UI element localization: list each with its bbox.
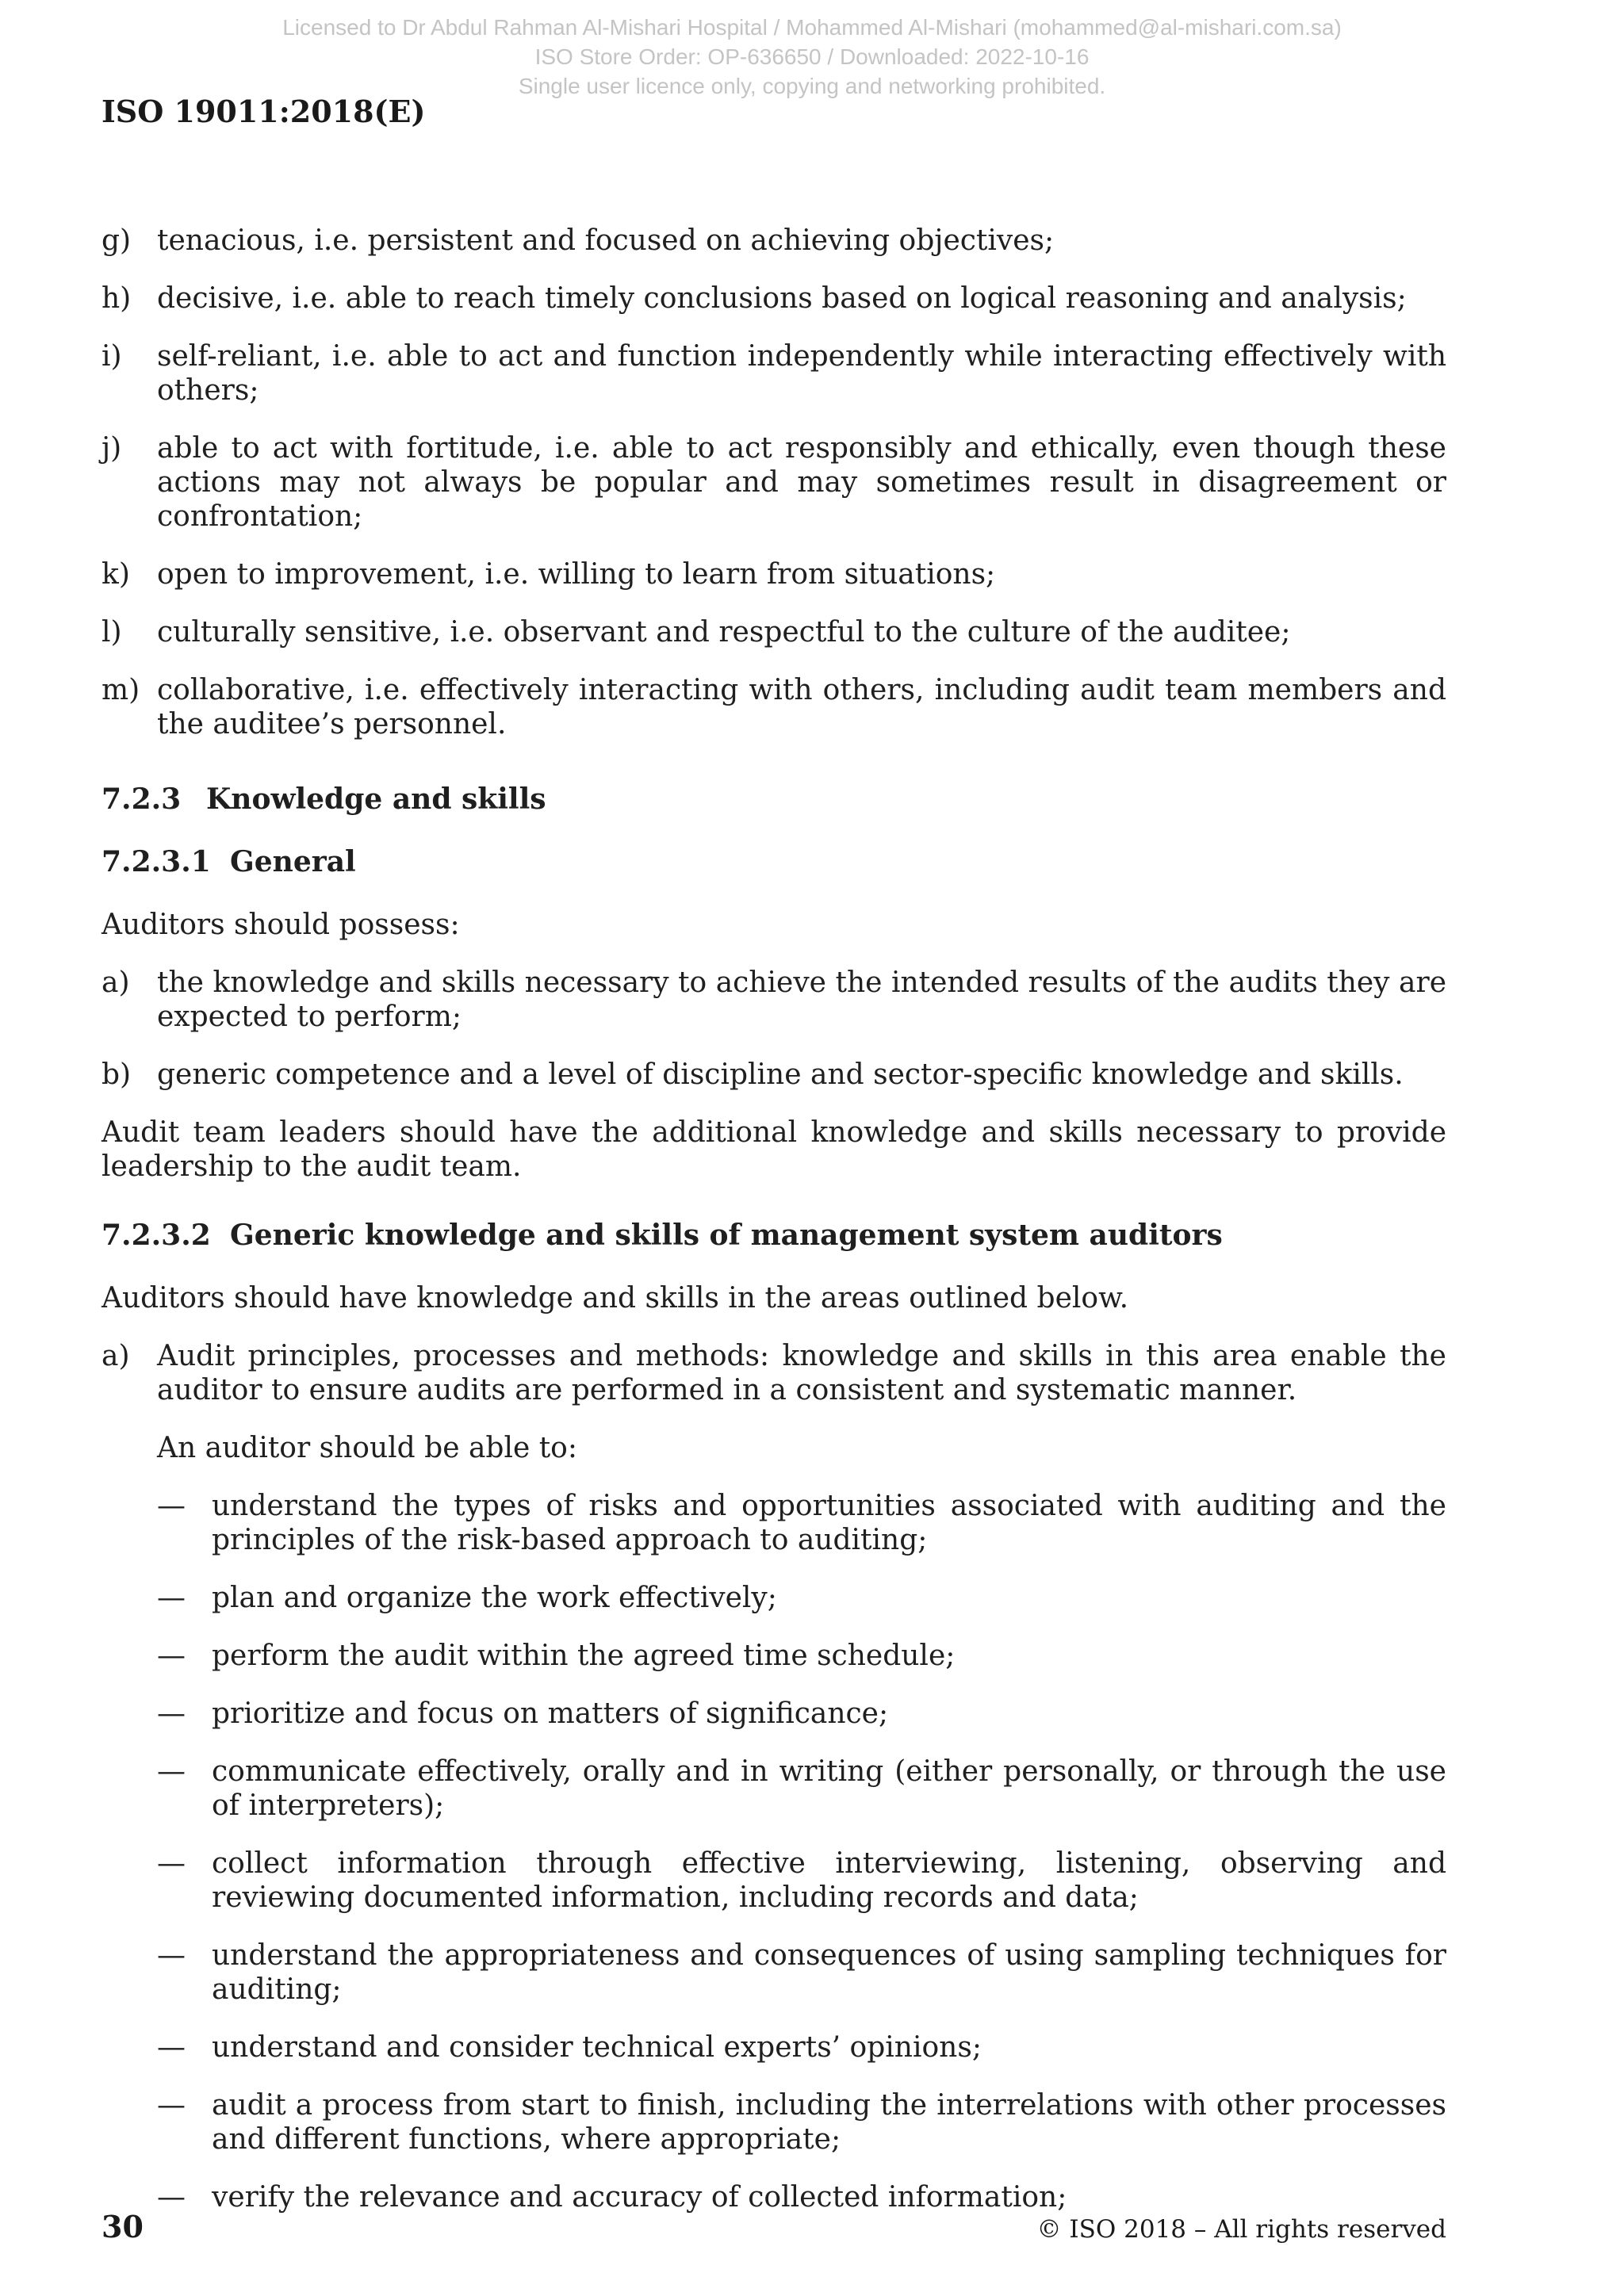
em-dash: — (157, 1697, 186, 1730)
paragraph: Auditors should have knowledge and skills in the areas outlined below. (102, 1282, 1129, 1314)
list-item-label: b) (102, 1058, 132, 1091)
dash-item-text: audit a process from start to finish, including the interrelations with other processes and different functions, where appropriate; (212, 2089, 1446, 2156)
em-dash: — (157, 2031, 186, 2064)
section-title: Generic knowledge and skills of management system auditors (230, 1219, 1223, 1252)
em-dash: — (157, 2089, 186, 2122)
list-item-text: Audit principles, processes and methods: knowledge and skills in this area enable the auditor to ensure audits are performed in a consistent and systematic manner. (157, 1340, 1446, 1406)
page-content (102, 224, 1446, 2238)
watermark-line-3: Single user licence only, copying and networking prohibited. (518, 74, 1106, 98)
watermark-line-2: ISO Store Order: OP-636650 / Downloaded: 2022-10-16 (534, 44, 1090, 69)
license-watermark (0, 13, 1624, 101)
dash-item (102, 2088, 1446, 2156)
list-item-label: j) (102, 432, 122, 465)
em-dash: — (157, 1755, 186, 1788)
list-item-label: g) (102, 224, 132, 257)
section-number: 7.2.3 (102, 783, 182, 816)
dash-item (102, 1581, 1446, 1615)
list-item-text: culturally sensitive, i.e. observant and respectful to the culture of the auditee; (157, 616, 1291, 649)
list-item-label: a) (102, 1340, 130, 1372)
dash-item-text: understand and consider technical experts’ opinions; (212, 2031, 982, 2064)
list-item (102, 281, 1446, 316)
list-item-label: i) (102, 340, 122, 373)
dash-item-text: communicate effectively, orally and in writing (either personally, or through the use of interpreters); (212, 1755, 1446, 1822)
paragraph: An auditor should be able to: (157, 1432, 577, 1464)
dash-item (102, 1639, 1446, 1673)
list-item-label: h) (102, 282, 132, 315)
list-item-text: the knowledge and skills necessary to achieve the intended results of the audits they are expected to perform; (157, 966, 1446, 1033)
list-item-text: tenacious, i.e. persistent and focused on achieving objectives; (157, 224, 1055, 257)
list-item (102, 1339, 1446, 1407)
em-dash: — (157, 1582, 186, 1614)
dash-item (102, 1755, 1446, 1823)
dash-item-text: prioritize and focus on matters of significance; (212, 1697, 889, 1730)
list-item-label: a) (102, 966, 130, 999)
list-item-text: collaborative, i.e. effectively interacting with others, including audit team members and the auditee’s personnel. (157, 674, 1446, 740)
list-item (102, 339, 1446, 408)
list-item-text: self-reliant, i.e. able to act and function independently while interacting effectively with others; (157, 340, 1446, 407)
dash-item (102, 2030, 1446, 2064)
dash-item-text: plan and organize the work effectively; (212, 1582, 777, 1614)
list-item-text: decisive, i.e. able to reach timely conclusions based on logical reasoning and analysis; (157, 282, 1407, 315)
section-heading-7-2-3-1 (102, 845, 1446, 879)
watermark-line-1: Licensed to Dr Abdul Rahman Al-Mishari Hospital / Mohammed Al-Mishari (mohammed@al-mishari.com.sa) (282, 15, 1342, 40)
list-item (102, 224, 1446, 258)
section-number: 7.2.3.2 (102, 1219, 211, 1252)
dash-item (102, 2180, 1446, 2214)
dash-item-text: collect information through effective interviewing, listening, observing and reviewing documented information, including records and data; (212, 1847, 1446, 1914)
paragraph: Auditors should possess: (102, 909, 460, 941)
section-title: Knowledge and skills (206, 783, 546, 816)
list-item-text: able to act with fortitude, i.e. able to act responsibly and ethically, even though these actions may not always be popular and may sometimes result in disagreement or confrontation; (157, 432, 1446, 533)
dash-item-text: understand the types of risks and opportunities associated with auditing and the principles of the risk-based approach to auditing; (212, 1490, 1446, 1556)
dash-item-text: understand the appropriateness and consequences of using sampling techniques for auditing; (212, 1939, 1446, 2006)
em-dash: — (157, 1939, 186, 1972)
list-item-label: m) (102, 674, 140, 706)
list-item (102, 673, 1446, 741)
dash-item-text: perform the audit within the agreed time schedule; (212, 1640, 956, 1672)
list-item-label: l) (102, 616, 122, 649)
copyright-notice: © ISO 2018 – All rights reserved (1036, 2215, 1446, 2244)
dash-item-text: verify the relevance and accuracy of collected information; (212, 2181, 1067, 2214)
attribute-list (102, 224, 1446, 741)
section-number: 7.2.3.1 (102, 845, 211, 878)
list-item-label: k) (102, 558, 130, 591)
section-heading-7-2-3 (102, 783, 1446, 817)
list-item (102, 615, 1446, 649)
list-item (102, 966, 1446, 1034)
em-dash: — (157, 1640, 186, 1672)
list-item (102, 431, 1446, 534)
em-dash: — (157, 1490, 186, 1522)
section-heading-7-2-3-2 (102, 1219, 1446, 1253)
list-item-text: generic competence and a level of discipline and sector-specific knowledge and skills. (157, 1058, 1404, 1091)
list-item-text: open to improvement, i.e. willing to learn from situations; (157, 558, 996, 591)
dash-item (102, 1938, 1446, 2007)
section-title: General (230, 845, 356, 878)
dash-item (102, 1697, 1446, 1731)
list-item (102, 557, 1446, 591)
standard-identifier: ISO 19011:2018(E) (102, 94, 426, 129)
list-item (102, 1058, 1446, 1092)
page-number: 30 (102, 2209, 144, 2244)
dash-item (102, 1846, 1446, 1915)
dash-list (102, 1489, 1446, 2214)
dash-item (102, 1489, 1446, 1557)
em-dash: — (157, 1847, 186, 1880)
em-dash: — (157, 2181, 186, 2214)
paragraph: Audit team leaders should have the additional knowledge and skills necessary to provide leadership to the audit team. (102, 1116, 1446, 1183)
